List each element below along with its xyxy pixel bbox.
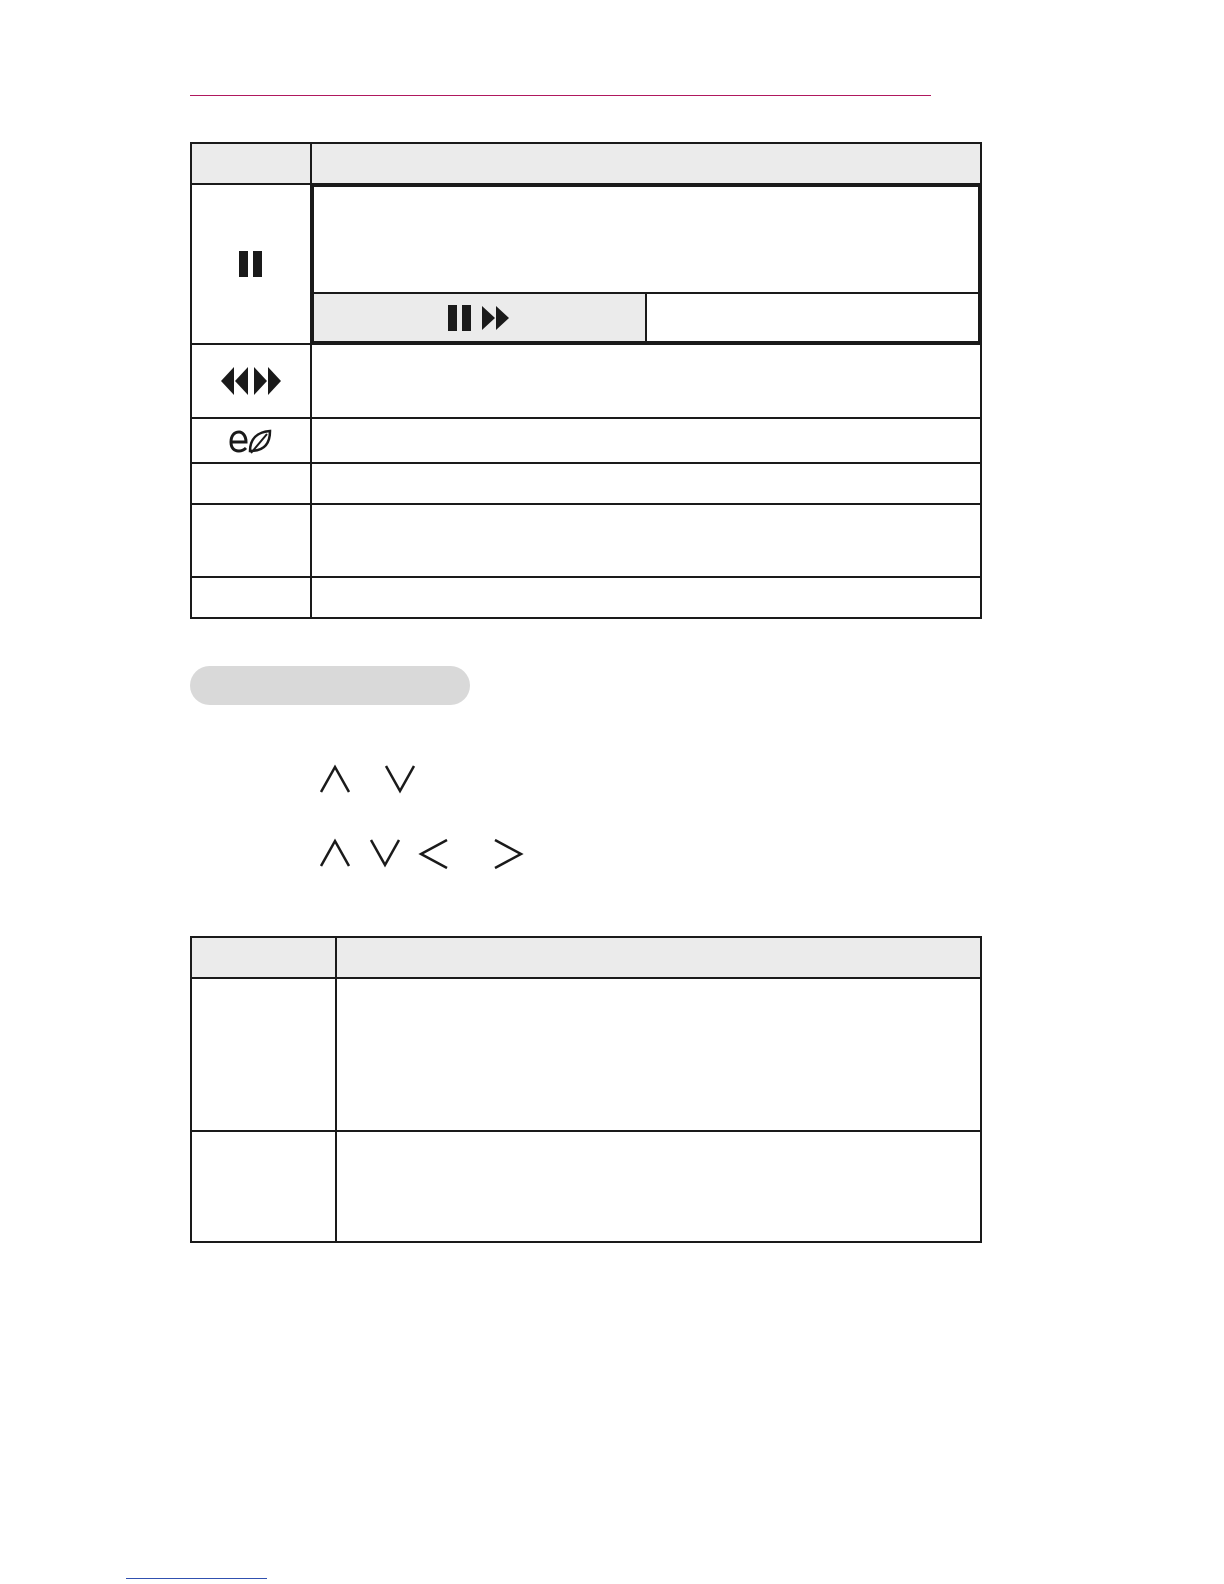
row-key-cell — [191, 1131, 336, 1242]
row-description-cell — [336, 978, 981, 1131]
footer-link-rule — [126, 1578, 267, 1579]
row-description-cell — [311, 463, 981, 504]
table-row — [191, 577, 981, 618]
table-header-row — [191, 143, 981, 184]
navigation-table — [190, 936, 982, 1243]
pause-key-cell — [191, 184, 311, 344]
header-cell-description — [311, 143, 981, 184]
row-key-cell — [191, 577, 311, 618]
table-row — [191, 978, 981, 1131]
section-heading-pill — [190, 666, 470, 705]
table-row — [191, 184, 981, 344]
row-description-cell — [311, 577, 981, 618]
pause-forward-description — [646, 293, 979, 342]
table-row — [191, 504, 981, 577]
header-cell-description — [336, 937, 981, 978]
row-key-cell — [191, 978, 336, 1131]
table-row — [191, 463, 981, 504]
header-rule — [190, 95, 931, 96]
pause-forward-icon — [446, 303, 514, 333]
right-arrow-icon — [492, 837, 524, 871]
pause-forward-badge — [313, 293, 646, 342]
row-description-cell — [336, 1131, 981, 1242]
pause-description — [313, 186, 979, 293]
pause-description-cell — [311, 184, 981, 344]
down-arrow-icon — [368, 838, 402, 868]
table-row — [191, 1131, 981, 1242]
down-arrow-icon — [383, 764, 417, 794]
pause-icon — [238, 249, 264, 279]
rewind-fast-forward-icon — [219, 365, 283, 397]
rewind-ff-key-cell — [191, 344, 311, 418]
left-arrow-icon — [418, 837, 450, 871]
up-arrow-icon — [318, 764, 352, 794]
pause-inner-table — [312, 185, 980, 343]
table-header-row — [191, 937, 981, 978]
energy-saving-icon — [229, 427, 273, 455]
energy-key-cell — [191, 418, 311, 463]
up-arrow-icon — [318, 838, 352, 868]
table-row — [191, 344, 981, 418]
energy-description — [311, 418, 981, 463]
row-key-cell — [191, 463, 311, 504]
rewind-ff-description — [311, 344, 981, 418]
table-row — [191, 418, 981, 463]
row-description-cell — [311, 504, 981, 577]
row-key-cell — [191, 504, 311, 577]
remote-buttons-table — [190, 142, 982, 619]
header-cell-button — [191, 143, 311, 184]
header-cell-key — [191, 937, 336, 978]
